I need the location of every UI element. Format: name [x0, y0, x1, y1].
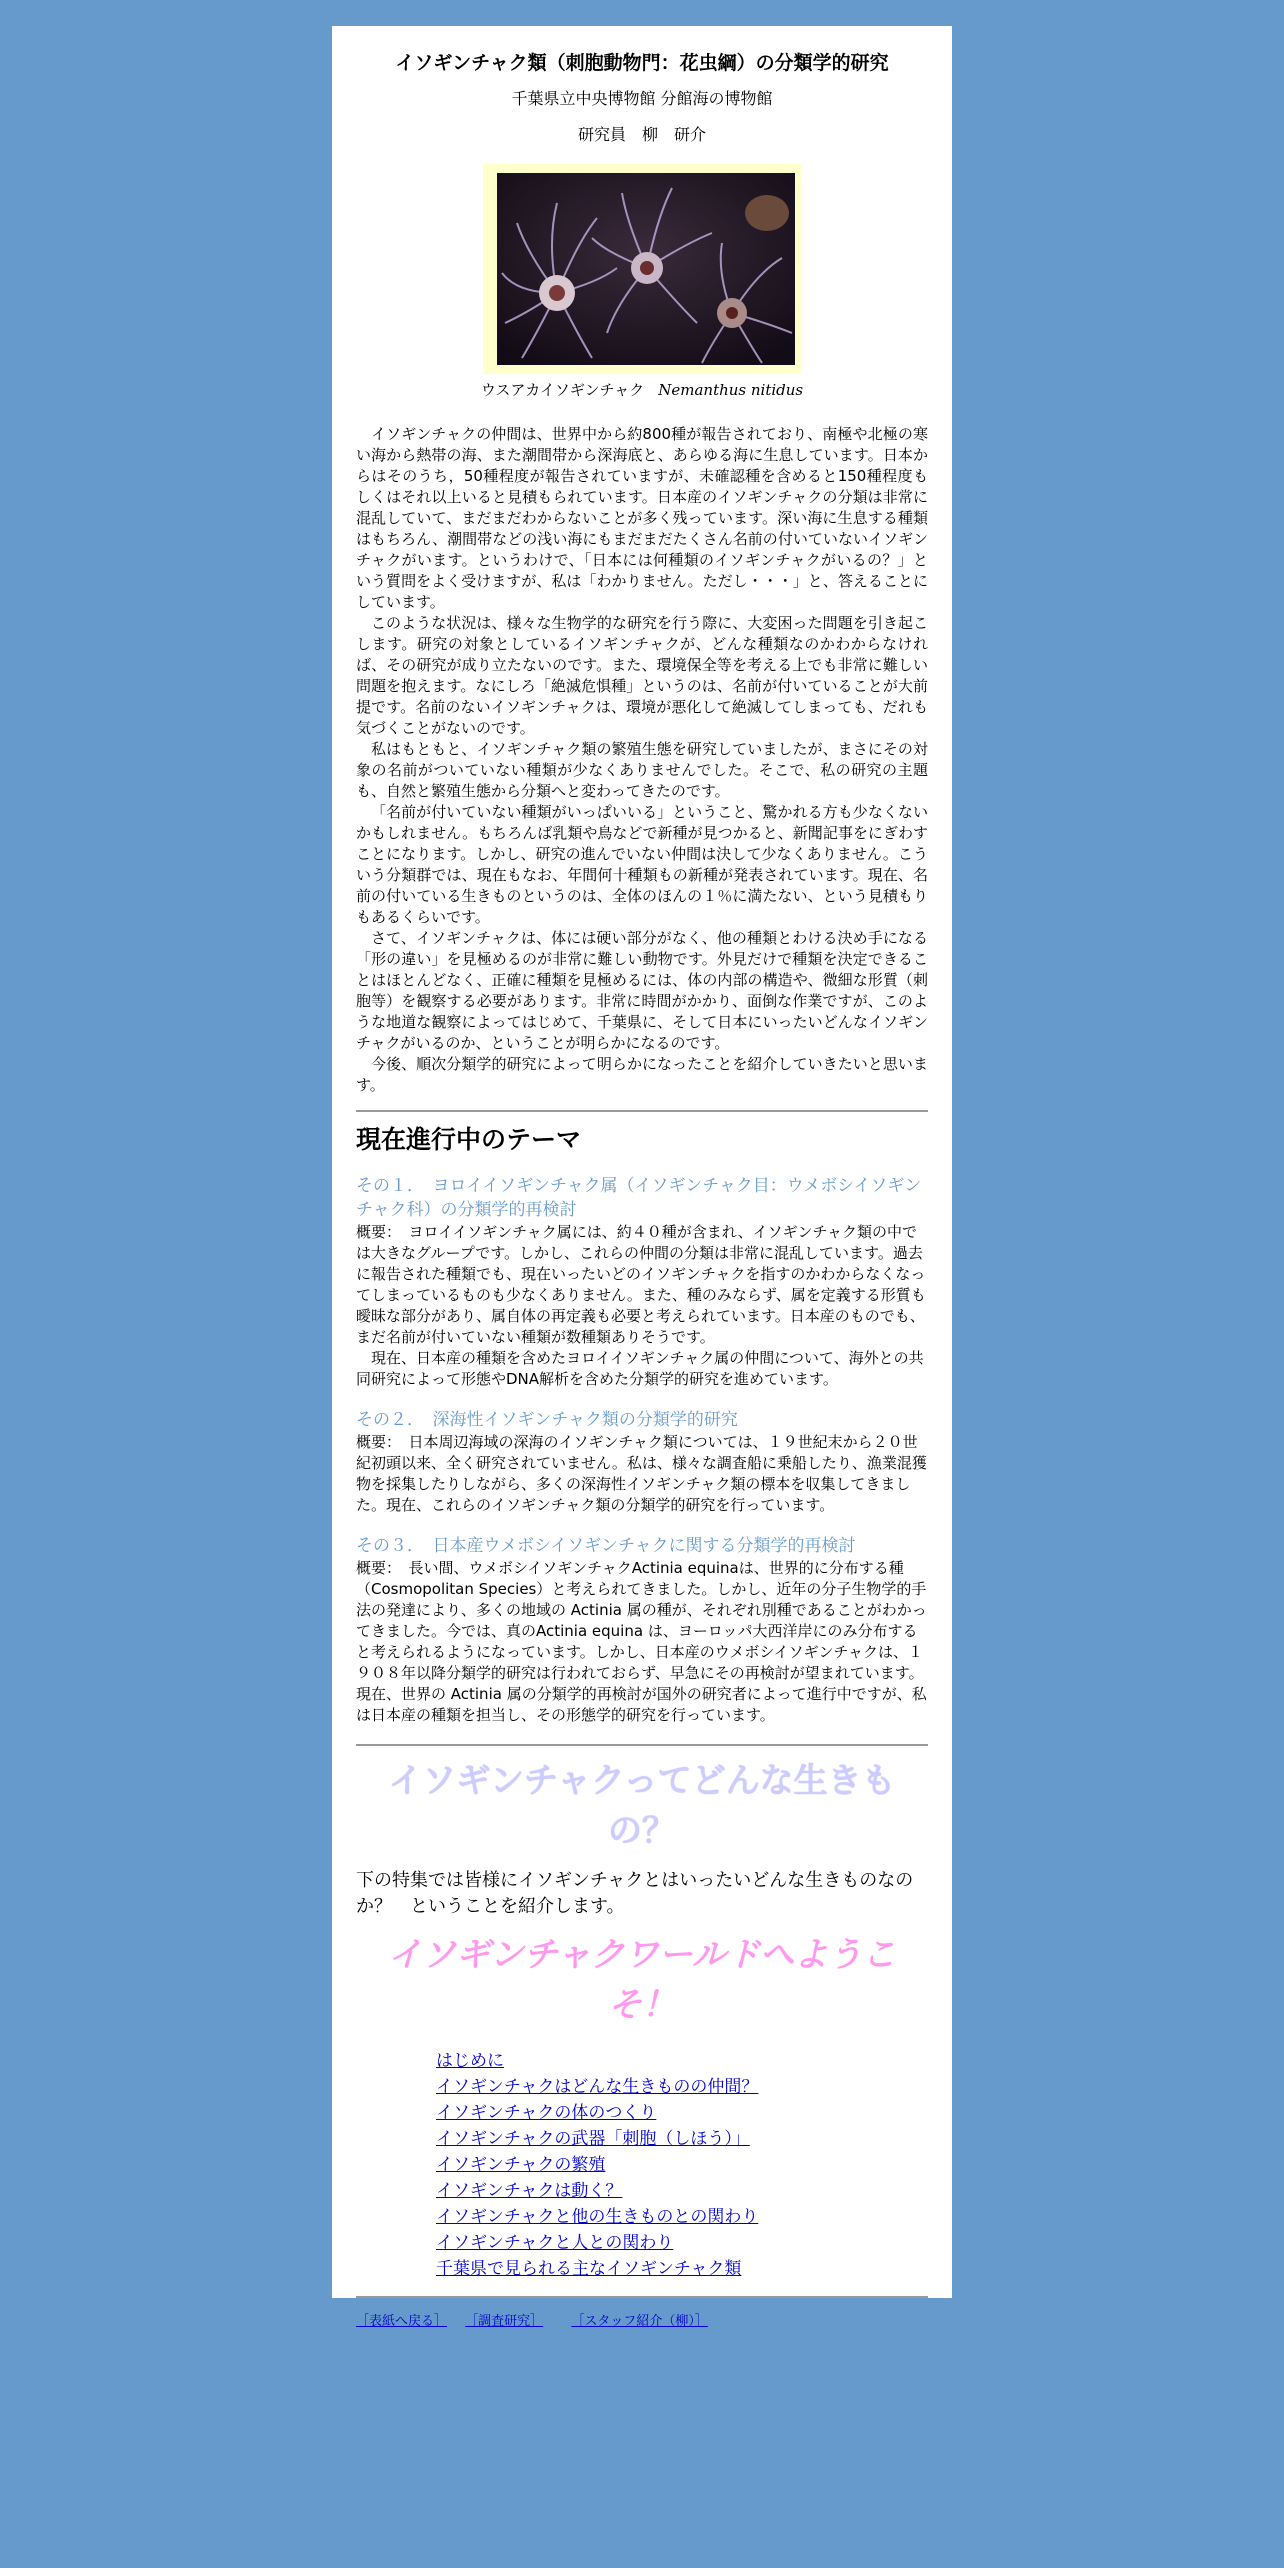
theme-1 [356, 1174, 928, 1390]
feature-intro: 下の特集では皆様にイソギンチャクとはいったいどんな生きものなのか？ ということを紹介します。 [356, 1870, 914, 1917]
theme-summary: 概要： 日本周辺海域の深海のイソギンチャク類については、１９世紀末から２０世紀初頭以来、全く研究されていません。私は、様々な調査船に乗船したり、漁業混獲物を採集したりしながら、多くの深海性イソギンチャク類の標本を収集してきました。現在、これらのイソギンチャク類の分類学的研究を行っています。 [356, 1433, 927, 1514]
footer-link-staff[interactable]: ［スタッフ紹介（柳）］ [571, 2314, 708, 2329]
link-body-structure[interactable]: イソギンチャクの体のつくり [436, 2103, 657, 2123]
footer-link-research[interactable]: ［調査研究］ [465, 2314, 544, 2329]
theme-summary: 現在、日本産の種類を含めたヨロイイソギンチャク属の仲間について、海外との共同研究によって形態やDNA解析を含めた分類学的研究を進めています。 [356, 1349, 924, 1388]
theme-title: その２． 深海性イソギンチャク類の分類学的研究 [356, 1410, 738, 1430]
link-what-kind-of-creature[interactable]: イソギンチャクはどんな生きものの仲間？ [436, 2077, 759, 2097]
caption-japanese-name: ウスアカイソギンチャク [480, 381, 645, 399]
theme-summary: 概要： 長い間、ウメボシイソギンチャクActinia equinaは、世界的に分布する種（Cosmopolitan Species）と考えられてきました。しかし、近年の分子生物学的手法の発達により、多くの地域の Actinia 属の種が、それぞれ別種であることがわかってきました。今では、真のActinia equina は、ヨーロッパ大西洋岸にのみ分布すると考えられるようになっています。しかし、日本産のウメボシイソギンチャクは、１９０８年以降分類学的研究は行われておらず、早急にその再検討が望まれています。現在、世界の Actinia 属の分類学的再検討が国外の研究者によって進行中ですが、私は日本産の種類を担当し、その形態学的研究を行っています。 [356, 1559, 927, 1724]
intro-text [356, 424, 928, 1096]
intro-paragraph: さて、イソギンチャクは、体には硬い部分がなく、他の種類とわける決め手になる「形の違い」を見極めるのが非常に難しい動物です。外見だけで種類を決定できることはほとんどなく、正確に種類を見極めるには、体の内部の構造や、微細な形質（刺胞等）を観察する必要があります。非常に時間がかかり、面倒な作業ですが、このような地道な観察によってはじめて、千葉県に、そして日本にいったいどんなイソギンチャクがいるのか、ということが明らかになるのです。 [356, 929, 928, 1052]
photo-frame [483, 164, 801, 374]
divider [356, 2296, 928, 2298]
feature-heading: イソギンチャクってどんな生きもの？ [388, 1761, 896, 1851]
link-chiba-species[interactable]: 千葉県で見られる主なイソギンチャク類 [436, 2259, 742, 2279]
theme-title: その１． ヨロイイソギンチャク属（イソギンチャク目：ウメボシイソギンチャク科）の分類学的再検討 [356, 1176, 922, 1220]
themes-heading: 現在進行中のテーマ [356, 1125, 582, 1154]
theme-title: その３． 日本産ウメボシイソギンチャクに関する分類学的再検討 [356, 1536, 856, 1556]
footer-link-cover[interactable]: ［表紙へ戻る］ [356, 2314, 448, 2329]
link-reproduction[interactable]: イソギンチャクの繁殖 [436, 2155, 606, 2175]
intro-paragraph: 私はもともと、イソギンチャク類の繁殖生態を研究していましたが、まさにその対象の名前がついていない種類が少なくありませんでした。そこで、私の研究の主題も、自然と繁殖生態から分類へと変わってきたのです。 [356, 740, 928, 800]
divider [356, 1110, 928, 1112]
intro-paragraph: 「名前が付いていない種類がいっぱいいる」ということ、驚かれる方も少なくないかもしれません。もちろんば乳類や鳥などで新種が見つかると、新聞記事をにぎわすことになります。しかし、研究の進んでいない仲間は決して少なくありません。こういう分類群では、現在もなお、年間何十種類もの新種が発表されています。現在、名前の付いている生きものというのは、全体のほんの１％に満たない、という見積もりもあるくらいです。 [356, 803, 928, 926]
intro-paragraph: イソギンチャクの仲間は、世界中から約800種が報告されており、南極や北極の寒い海から熱帯の海、また潮間帯から深海底と、あらゆる海に生息しています。日本からはそのうち，50種程度が報告されていますが、未確認種を含めると150種程度もしくはそれ以上いると見積もられています。日本産のイソギンチャクの分類は非常に混乱していて、まだまだわからないことが多く残っています。深い海に生息する種類はもちろん、潮間帯などの浅い海にもまだまだたくさん名前の付いていないイソギンチャクがいます。というわけで、「日本には何種類のイソギンチャクがいるの？」という質問をよく受けますが、私は「わかりません。ただし・・・」と、答えることにしています。 [356, 425, 928, 611]
link-nematocyst-weapon[interactable]: イソギンチャクの武器「刺胞（しほう）」 [436, 2129, 750, 2149]
researcher-name: 研究員 柳 研介 [577, 125, 706, 144]
link-other-creatures[interactable]: イソギンチャクと他の生きものとの関わり [436, 2207, 759, 2227]
theme-3 [356, 1534, 928, 1726]
page-container [332, 26, 952, 2329]
footer-nav [356, 2310, 928, 2329]
theme-2 [356, 1408, 928, 1516]
photo-caption [356, 380, 928, 400]
page-title: イソギンチャク類（刺胞動物門：花虫綱）の分類学的研究 [395, 52, 889, 74]
caption-scientific-name: Nemanthus nitidus [658, 381, 804, 399]
sea-anemone-image [497, 173, 795, 365]
intro-paragraph: このような状況は、様々な生物学的な研究を行う際に、大変困った問題を引き起こします。研究の対象としているイソギンチャクが、どんな種類なのかわからなければ、その研究が成り立たないのです。また、環境保全等を考える上でも非常に難しい問題を抱えます。なにしろ「絶滅危惧種」というのは、名前が付いていることが大前提です。名前のないイソギンチャクは、環境が悪化して絶滅してしまっても、だれも気づくことがないのです。 [356, 614, 928, 737]
link-introduction[interactable]: はじめに [436, 2051, 504, 2071]
world-heading: イソギンチャクワールドへようこそ！ [388, 1935, 896, 2025]
divider [356, 1744, 928, 1746]
intro-paragraph: 今後、順次分類学的研究によって明らかになったことを紹介していきたいと思います。 [356, 1055, 928, 1094]
sea-anemone-photo [497, 173, 795, 365]
theme-summary: 概要： ヨロイイソギンチャク属には、約４０種が含まれ、イソギンチャク類の中では大きなグループです。しかし、これらの仲間の分類は非常に混乱しています。過去に報告された種類でも、現在いったいどのイソギンチャクを指すのかわからなくなってしまっているものも少なくありません。また、種のみならず、属を定義する形質も曖昧な部分があり、属自体の再定義も必要と考えられています。日本産のものでも、まだ名前が付いていない種類が数種類ありそうです。 [356, 1223, 926, 1346]
link-movement[interactable]: イソギンチャクは動く？ [436, 2181, 623, 2201]
affiliation: 千葉県立中央博物館 分館海の博物館 [511, 89, 773, 108]
feature-link-list [436, 2048, 928, 2282]
link-human-relations[interactable]: イソギンチャクと人との関わり [436, 2233, 674, 2253]
